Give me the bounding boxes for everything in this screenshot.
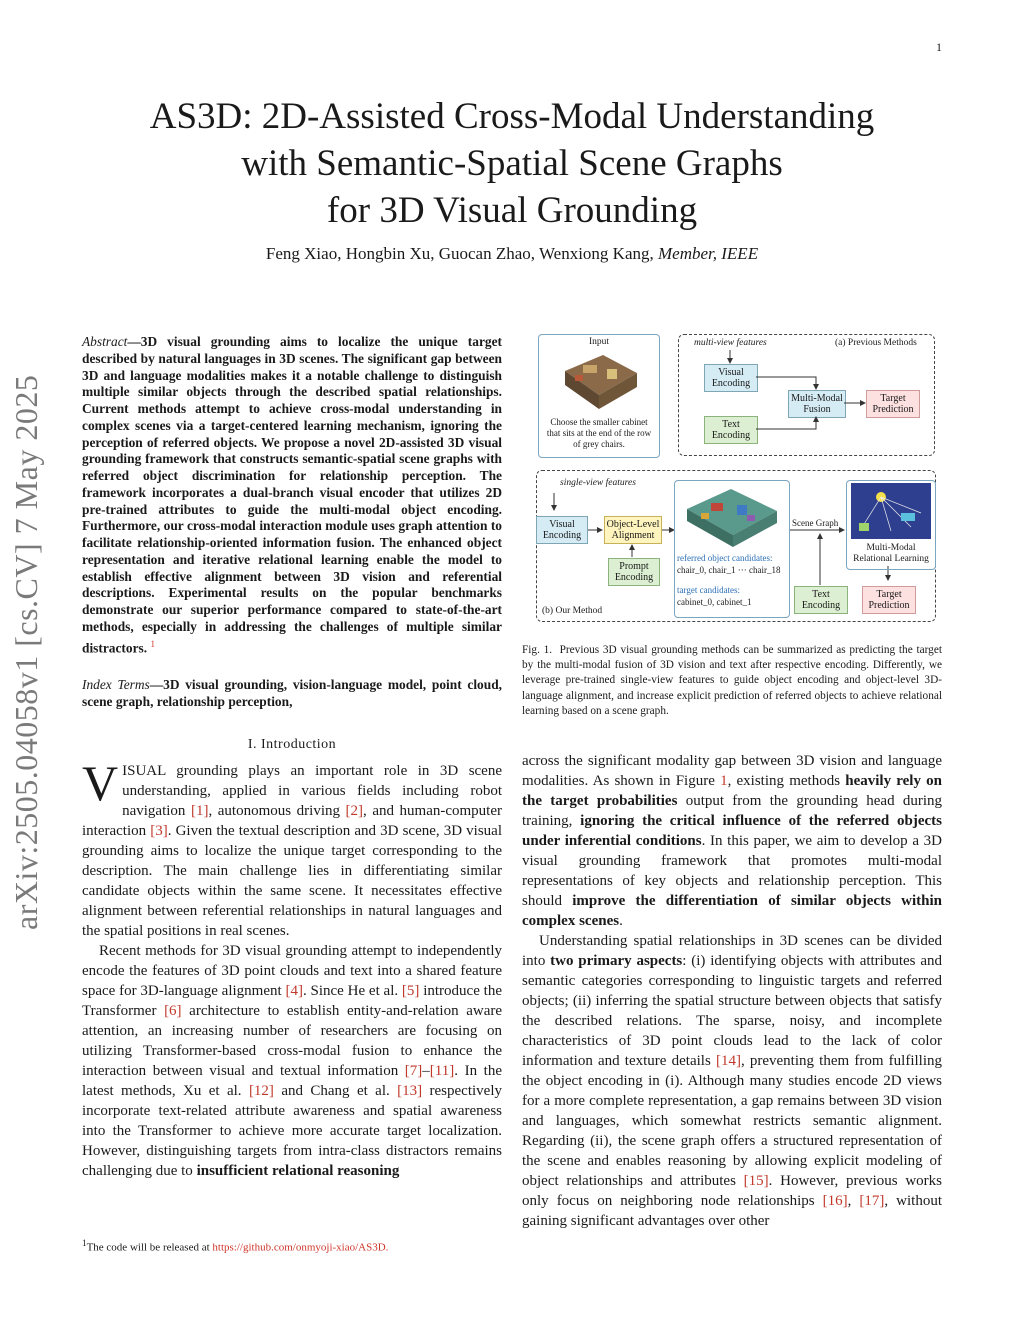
arxiv-identifier: arXiv:2505.04058v1 [cs.CV] 7 May 2025: [8, 374, 44, 930]
citation-link[interactable]: [15]: [743, 1173, 769, 1189]
text-run: Understanding spatial relationships in 3D scenes can be divided into: [522, 933, 942, 969]
input-caption: Choose the smaller cabinet that sits at the end of the row of grey chairs.: [546, 417, 652, 449]
index-terms-label: Index Terms: [82, 677, 150, 692]
text-run: . Since He et al.: [302, 983, 402, 999]
right-paragraph-2: [522, 931, 942, 1231]
footnote-text: The code will be released at: [86, 1241, 213, 1254]
candidates-panel: [674, 480, 790, 618]
text-run: and Chang et al.: [273, 1083, 398, 1099]
intro-paragraph-2: [82, 941, 502, 1181]
target-prediction-node-b: Target Prediction: [862, 586, 916, 614]
author-list: [90, 244, 934, 264]
text-run: , without gaining significant advantages over other: [522, 1193, 942, 1229]
text-run-bold: heavily rely on the target probabilities: [522, 773, 943, 809]
citation-link[interactable]: [13]: [397, 1083, 423, 1099]
object-level-alignment-node: Object-Level Alignment: [604, 516, 662, 544]
dropcap: V: [82, 755, 119, 811]
title-line-1: AS3D: 2D-Assisted Cross-Modal Understanding: [149, 96, 875, 137]
visual-encoding-node: Visual Encoding: [704, 364, 758, 392]
paper-title: [90, 93, 934, 234]
citation-link[interactable]: [12]: [248, 1083, 274, 1099]
citation-link[interactable]: [14]: [715, 1053, 741, 1069]
text-run: across the significant modality gap between 3D vision and language modalities. As shown in Figure: [522, 753, 942, 789]
figure-link[interactable]: 1: [720, 773, 728, 789]
text-run: .: [619, 913, 623, 929]
section-heading: I. Introduction: [247, 737, 337, 752]
citation-link[interactable]: [3]: [150, 823, 168, 839]
mv-features-label: multi-view features: [694, 338, 767, 348]
right-paragraph-1: [522, 751, 942, 931]
citation-link[interactable]: [1]: [190, 803, 209, 819]
introduction-body: [82, 755, 502, 1181]
code-link[interactable]: https://github.com/onmyoji-xiao/AS3D.: [212, 1241, 389, 1254]
author-names: Feng Xiao, Hongbin Xu, Guocan Zhao, Wenxiong Kang,: [265, 244, 654, 263]
title-line-3: for 3D Visual Grounding: [326, 190, 698, 231]
visual-encoding-node-b: Visual Encoding: [536, 516, 588, 544]
citation-link[interactable]: [2]: [345, 803, 364, 819]
text-run: output from the grounding head during training,: [522, 793, 942, 829]
caption-text: Previous 3D visual grounding methods can be summarized as predicting the target by the multi-modal fusion of 3D vision and text after respective encoding. Differently, we leverage pre-trained single-view features to guide object encoding and object-level 3D-language alignment, and increase explicit prediction of referred objects to achieve relational learning based on a scene graph.: [522, 644, 942, 717]
text-run: ISUAL grounding plays an important role in 3D scene understanding, applied in various fields including robot navigation: [122, 763, 502, 819]
text-run: , existing methods: [727, 773, 846, 789]
abstract-text: —3D visual grounding aims to localize the unique target described by natural languages in 3D scenes. The significant gap between 3D and language modalities makes it a notable challenge to distinguish multiple similar objects through the described spatial relationships. Current methods attempt to achieve cross-modal understanding in complex scenes via a target-centered learning mechanism, ignoring the perception of referred objects. We propose a novel 2D-assisted 3D visual grounding framework that constructs semantic-spatial scene graphs with referred object discrimination for relationship perception. The framework incorporates a dual-branch visual encoder that utilizes 2D pre-trained attributes to guide the multi-modal object encoding. Furthermore, our cross-modal interaction module uses graph attention to facilitate relationship-oriented information fusion. The enhanced object representation and iterative relational learning enable the model to establish effective alignment between 3D vision and referential descriptions. Experimental results on the popular benchmarks demonstrate our superior performance compared to state-of-the-art methods, especially in addressing the challenges of multiple similar distractors.: [82, 334, 502, 655]
text-run-bold: ignoring the critical influence of the referred objects under inferential conditions: [522, 813, 943, 849]
citation-link[interactable]: [4]: [285, 983, 303, 999]
right-column-body: [522, 751, 942, 1231]
footnote-mark: 1: [82, 1238, 87, 1248]
page-number: 1: [936, 40, 942, 54]
scene-graph-label: Scene Graph: [792, 518, 839, 528]
footnote: [82, 1236, 502, 1255]
index-terms: [82, 677, 502, 711]
referred-candidates: chair_0, chair_1 ··· chair_18: [677, 565, 781, 575]
graph-scene-icon: [851, 483, 931, 539]
multi-modal-fusion-node: Multi-Modal Fusion: [788, 390, 846, 418]
intro-paragraph-1: [82, 755, 502, 941]
citation-link[interactable]: [17]: [859, 1193, 885, 1209]
text-run: , autonomous driving: [208, 803, 346, 819]
citation-link[interactable]: [6]: [164, 1003, 182, 1019]
target-candidates: cabinet_0, cabinet_1: [677, 597, 752, 607]
text-run: ,: [847, 1193, 860, 1209]
text-run: . Given the textual description and 3D scene, 3D visual grounding aims to localize the unique target corresponding to the description. The main challenge lies in differentiating similar candidate objects within the same scene. It necessitates effective alignment between referential relationships in natural languages and the spatial positions in real scenes.: [82, 823, 502, 939]
text-run: . In this paper, we aim to develop a 3D visual grounding framework that promotes multi-modal representations of key objects and relationship perception. This should: [522, 833, 942, 909]
text-run-bold: two primary aspects: [550, 953, 683, 969]
text-encoding-node: Text Encoding: [704, 416, 758, 444]
text-run: : (i) identifying objects with attributes and semantic categories corresponding to linguistic targets and referred objects; (ii) inferring the spatial structure between objects that satisfy the described relations. The sparse, noisy, and incomplete characteristics of 3D point clouds lead to the lack of color information and texture details: [522, 953, 942, 1069]
citation-link[interactable]: [7]: [404, 1063, 423, 1079]
text-run: introduce the Transformer: [82, 983, 502, 1019]
target-candidates-label: target candidates:: [677, 585, 741, 595]
author-role: Member, IEEE: [658, 244, 759, 263]
text-encoding-node-b: Text Encoding: [794, 586, 848, 614]
prompt-encoding-node: Prompt Encoding: [608, 558, 660, 586]
abstract-footnote-mark[interactable]: 1: [150, 638, 155, 649]
previous-methods-label: (a) Previous Methods: [835, 338, 917, 348]
text-run: . However, previous works only focus on neighboring node relationships: [522, 1173, 943, 1209]
our-method-label: (b) Our Method: [542, 606, 603, 616]
target-prediction-node-a: Target Prediction: [866, 390, 920, 418]
input-label: Input: [588, 337, 610, 347]
abstract: [82, 334, 502, 657]
text-run: respectively incorporate text-related attribute awareness and spatial awareness into the Transformer to achieve more accurate target localization. However, distinguishing targets from intra-class distractors remains challenging due to: [82, 1083, 502, 1179]
index-terms-text: —3D visual grounding, vision-language model, point cloud, scene graph, relationship perception,: [82, 677, 502, 709]
text-run: Recent methods for 3D visual grounding attempt to independently encode the features of 3D point clouds and text into a shared feature space for 3D-language alignment: [82, 943, 502, 999]
text-run-bold: improve the differentiation of similar objects within complex scenes: [522, 893, 942, 929]
caption-label: Fig. 1.: [522, 644, 553, 656]
figure-1: [522, 330, 942, 625]
text-run: –: [422, 1063, 430, 1079]
text-run: , preventing them from fulfilling the object encoding in (i). Although many studies encode 2D views for a more complete representation, a gap remains between 3D vision and languages, which somewhat restricts semantic alignment. Regarding (ii), the scene graph offers a structured representation of the scene and enables reasoning by allowing explicit modeling of object relationships and attributes: [522, 1053, 942, 1189]
citation-link[interactable]: [5]: [401, 983, 420, 999]
relational-learning-panel: [846, 480, 936, 570]
scene-candidates-icon: [681, 485, 781, 551]
text-run: . In the latest methods, Xu et al.: [82, 1063, 502, 1099]
referred-candidates-label: referred object candidates:: [677, 553, 773, 563]
text-run: architecture to establish entity-and-relation aware attention, an increasing number of researchers are focusing on utilizing Transformer-based cross-modal fusion to enhance the interaction between visual and textual information: [82, 1003, 502, 1079]
sv-features-label: single-view features: [560, 478, 636, 488]
abstract-label: Abstract: [82, 334, 128, 349]
title-line-2: with Semantic-Spatial Scene Graphs: [241, 143, 783, 184]
mm-relational-label: Multi-Modal Relational Learning: [853, 543, 929, 564]
figure-caption: [522, 643, 942, 719]
citation-link[interactable]: [11]: [429, 1063, 455, 1079]
citation-link[interactable]: [16]: [822, 1193, 848, 1209]
text-run: , and human-computer interaction: [82, 803, 502, 839]
text-run-bold: insufficient relational reasoning: [196, 1163, 400, 1179]
